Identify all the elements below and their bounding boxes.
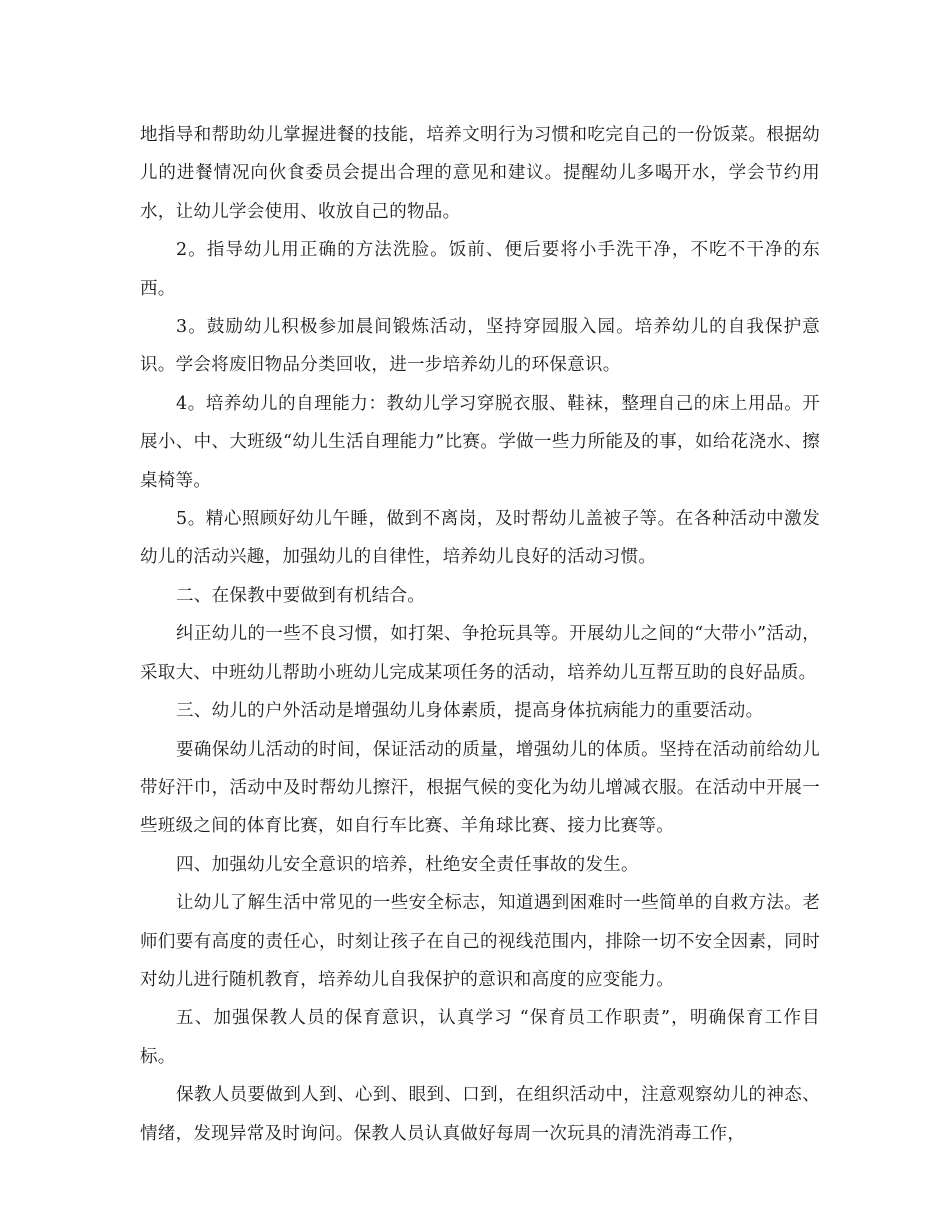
section-heading-5: 五、加强保教人员的保育意识，认真学习 “保育员工作职责”，明确保育工作目标。: [140, 1008, 820, 1067]
section-heading-2: 二、在保教中要做到有机结合。: [176, 585, 426, 606]
paragraph-5: 5。精心照顾好幼儿午睡，做到不离岗，及时帮幼儿盖被子等。在各种活动中激发幼儿的活动兴趣，加强幼儿的自律性，培养幼儿良好的活动习惯。: [140, 509, 820, 568]
document-body: [140, 116, 820, 1153]
section-heading-4: 四、加强幼儿安全意识的培养，杜绝安全责任事故的发生。: [176, 854, 639, 875]
paragraph-1: 地指导和帮助幼儿掌握进餐的技能，培养文明行为习惯和吃完自己的一份饭菜。根据幼儿的进餐情况向伙食委员会提出合理的意见和建议。提醒幼儿多喝开水，学会节约用水，让幼儿学会使用、收放自己的物品。: [140, 125, 820, 222]
paragraph-13: 保教人员要做到人到、心到、眼到、口到，在组织活动中，注意观察幼儿的神态、情绪，发现异常及时询问。保教人员认真做好每周一次玩具的清洗消毒工作，: [140, 1085, 820, 1144]
paragraph-9: 要确保幼儿活动的时间，保证活动的质量，增强幼儿的体质。坚持在活动前给幼儿带好汗巾，活动中及时帮幼儿擦汗，根据气候的变化为幼儿增减衣服。在活动中开展一些班级之间的体育比赛，如自行车比赛、羊角球比赛、接力比赛等。: [140, 739, 820, 837]
paragraph-4: 4。培养幼儿的自理能力：教幼儿学习穿脱衣服、鞋袜，整理自己的床上用品。开展小、中、大班级“幼儿生活自理能力”比赛。学做一些力所能及的事，如给花浇水、擦桌椅等。: [140, 393, 820, 491]
paragraph-3: 3。鼓励幼儿积极参加晨间锻炼活动，坚持穿园服入园。培养幼儿的自我保护意识。学会将废旧物品分类回收，进一步培养幼儿的环保意识。: [140, 317, 820, 376]
paragraph-7: 纠正幼儿的一些不良习惯，如打架、争抢玩具等。开展幼儿之间的“大带小”活动，采取大、中班幼儿帮助小班幼儿完成某项任务的活动，培养幼儿互帮互助的良好品质。: [140, 624, 820, 683]
section-heading-3: 三、幼儿的户外活动是增强幼儿身体素质，提高身体抗病能力的重要活动。: [176, 701, 764, 722]
paragraph-11: 让幼儿了解生活中常见的一些安全标志，知道遇到困难时一些简单的自救方法。老师们要有高度的责任心，时刻让孩子在自己的视线范围内，排除一切不安全因素，同时对幼儿进行随机教育，培养幼儿自我保护的意识和高度的应变能力。: [140, 893, 820, 990]
paragraph-2: 2。指导幼儿用正确的方法洗脸。饭前、便后要将小手洗干净，不吃不干净的东西。: [140, 240, 820, 299]
